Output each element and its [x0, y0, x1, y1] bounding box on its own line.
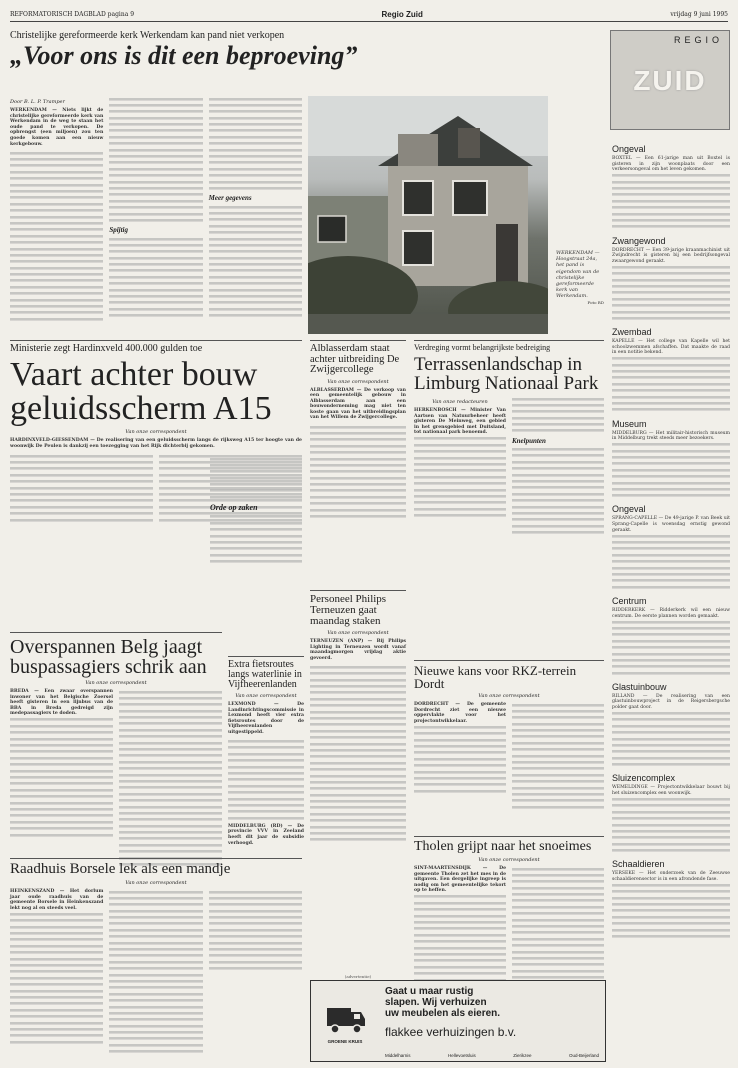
a15-headline: Vaart achter bouw geluidsscherm A15	[10, 356, 272, 427]
ad-logo-area	[311, 981, 379, 1061]
ad-line-2: slapen. Wij verhuizen	[385, 997, 487, 1008]
top-story-headline: „Voor ons is dit een beproeving”	[10, 41, 358, 70]
sidebar-brief-text: RILLAND — De realisering van een glastuinbouwproject in de Reigersbergsche polder gaat door.	[612, 693, 730, 710]
rkz-lead: DORDRECHT — De gemeente Dordrecht ziet een nieuwe oppervlakte voor het projectontwikkelaar.	[414, 702, 506, 724]
top-story-lead: WERKENDAM — Niets lijkt de christelijke gereformeerde kerk van Werkendam in de weg te staan het oude pand te verkopen. De opbrengst (een miljoen) zou ten goede komen aan een nieuw kerkgebouw.	[10, 108, 104, 147]
borsele-story	[10, 858, 302, 1055]
limburg-lead: HERKENBOSCH — Minister Van Aartsen van Natuurbeheer heeft gisteren De Meinweg, een gebied in het grensgebied met Duitsland, tot nationaal park benoemd.	[414, 408, 506, 436]
sidebar-brief-text: SPRANG-CAPELLE — De 49-jarige P. van Beek uit Sprang-Capelle is woensdag ernstig gewond geraakt.	[612, 516, 730, 533]
region-box	[610, 30, 730, 130]
house-photo	[308, 96, 548, 334]
sidebar-brief	[612, 327, 730, 413]
alblasserdam-byline: Van onze correspondent	[327, 378, 389, 385]
a15-byline: Van onze correspondent	[125, 429, 187, 435]
belg-lead: BREDA — Een zwaar overspannen inwoner van het Belgische Zoersel heeft gisteren in een lijnbus van de BBA in Breda gedreigd zijn medepassagiers te doden.	[10, 689, 113, 717]
ad-logo-text: GROENE KRUIS	[327, 1039, 363, 1044]
sidebar-brief-text: RIDDERKERK — Ridderkerk wil een nieuw centrum. De eerste plannen worden gemaakt.	[612, 607, 730, 619]
top-story-kicker: Christelijke gereformeerde kerk Werkendam kan pand niet verkopen	[10, 30, 285, 41]
photo-caption-text: WERKENDAM — Hoogstraat 24a, het pand is eigendom van de christelijke gereformeerde kerk van Werkendam.	[556, 250, 600, 300]
sidebar-brief-title: Zwangewond	[612, 235, 666, 246]
sidebar-brief-title: Glastuinbouw	[612, 681, 667, 692]
photo-caption	[556, 250, 604, 305]
sidebar-brief	[612, 144, 730, 230]
sidebar-brief	[612, 596, 730, 676]
subhead-spijtig: Spijtig	[109, 226, 129, 235]
ad-footer-2: Hellevoetsluis	[447, 1053, 476, 1058]
region-label: REGIO	[673, 35, 723, 45]
sidebar-brief	[612, 419, 730, 499]
philips-byline: Van onze correspondent	[327, 630, 389, 636]
masthead-section: Regio Zuid	[381, 10, 423, 19]
sidebar-briefs	[612, 138, 730, 1058]
masthead-date: vrijdag 9 juni 1995	[670, 11, 728, 18]
sidebar-brief-text: WEMELDINGE — Projectontwikkelaar bouwt bij het sluizencomplex een woonwijk.	[612, 785, 730, 796]
rkz-story	[414, 660, 604, 811]
ad-footer-1: Middelharnis	[385, 1053, 411, 1058]
sidebar-brief	[612, 236, 730, 322]
ad-footer-4: Oud-Beijerland	[568, 1053, 599, 1058]
subhead-meer-gegevens: Meer gegevens	[208, 194, 252, 203]
fietsroutes-story	[228, 656, 304, 846]
sidebar-brief-title: Museum	[612, 418, 647, 429]
tholen-byline: Van onze correspondent	[478, 857, 540, 863]
masthead-left: REFORMATORISCH DAGBLAD pagina 9	[10, 11, 135, 18]
a15-col3	[210, 456, 302, 565]
sidebar-brief-title: Sluizencomplex	[612, 773, 676, 784]
ad-copy	[379, 981, 605, 1061]
ad-line-3: uw meubelen als eieren.	[385, 1008, 501, 1019]
sidebar-brief-title: Centrum	[612, 595, 647, 606]
ad-label: (advertentie)	[344, 974, 372, 979]
fietsroutes-byline: Van onze correspondent	[235, 693, 297, 699]
sidebar-brief	[612, 682, 730, 768]
limburg-headline: Terrassenlandschap in Limburg Nationaal Park	[414, 354, 599, 394]
region-big: ZUID	[633, 65, 707, 96]
rkz-headline: Nieuwe kans voor RKZ-terrein Dordt	[414, 663, 577, 691]
ad-brand: flakkee verhuizingen b.v.	[385, 1025, 517, 1039]
ad-line-1: Gaat u maar rustig	[385, 986, 474, 997]
house-photo-drawing	[308, 96, 548, 334]
sidebar-brief-text: MIDDELBURG — Het militair-historisch museum in Middelburg trekt steeds meer bezoekers.	[612, 430, 730, 442]
belg-headline: Overspannen Belg jaagt buspassagiers schrik aan	[10, 636, 207, 678]
alblasserdam-story	[310, 340, 406, 520]
sidebar-brief-text: YERSEKE — Het onderzoek van de Zeeuwse schaaldierensector is in een afrondende fase.	[612, 871, 730, 882]
sidebar-brief-text: DORDRECHT — Een 39-jarige kraanmachinist uit Zwijndrecht is gisteren bij een bedrijfsongeval zwaargewond geraakt.	[612, 247, 730, 264]
sidebar-brief-title: Schaaldieren	[612, 859, 665, 870]
advertisement[interactable]	[310, 980, 606, 1062]
sidebar-brief-title: Ongeval	[612, 144, 646, 154]
rkz-byline: Van onze correspondent	[478, 693, 540, 699]
limburg-byline: Van onze redacteuren	[432, 399, 488, 405]
sidebar-brief-text: BOXTEL — Een 61-jarige man uit Boxtel is gisteren in zijn woonplaats door een verkeersongeval om het leven gekomen.	[612, 156, 730, 173]
sidebar-brief	[612, 773, 730, 853]
sidebar-brief-title: Ongeval	[612, 504, 646, 515]
limburg-subhead: Knelpunten	[512, 436, 546, 445]
fietsroutes-headline: Extra fietsroutes langs waterlinie in Vijfheerenlanden	[228, 659, 302, 690]
a15-kicker: Ministerie zegt Hardinxveld 400.000 gulden toe	[10, 343, 203, 354]
borsele-byline: Van onze correspondent	[125, 880, 187, 886]
sidebar-brief-title: Zwembad	[612, 327, 652, 337]
limburg-kicker: Verdreging vormt belangrijkste bedreiging	[414, 343, 551, 352]
masthead	[10, 8, 728, 22]
philips-headline: Personeel Philips Terneuzen gaat maandag staken	[310, 593, 387, 627]
philips-lead: TERNEUZEN (ANP) — Bij Philips Lighting in Terneuzen wordt vanaf maandagmorgen vrijdag aktie gevoerd.	[310, 639, 406, 661]
tholen-headline: Tholen grijpt naar het snoeimes	[414, 839, 592, 854]
belg-story	[10, 632, 222, 868]
sidebar-brief-text: KAPELLE — Het college van Kapelle wil het schoolzwemmen afschaffen. Dat maakte de raad in een notitie bekend.	[612, 339, 730, 356]
a15-subhead: Orde op zaken	[210, 502, 258, 512]
alblasserdam-headline: Alblasserdam staat achter uitbreiding De Zwijgercollege	[310, 343, 400, 375]
middelburg-note: MIDDELBURG (RD) — De provincie VVV in Zeeland heeft dit jaar de subsidie verhoogd.	[228, 823, 304, 846]
sidebar-brief	[612, 859, 730, 939]
borsele-headline: Raadhuis Borsele lek als een mandje	[10, 861, 231, 877]
tholen-lead: SINT-MAARTENSDIJK — De gemeente Tholen zet het mes in de uitgaven. Een dergelijke ingreep is nodig om het gemeentelijke tekort op te heffen.	[414, 866, 506, 894]
limburg-story	[414, 340, 604, 536]
moving-truck-icon	[323, 998, 367, 1036]
top-story	[10, 30, 602, 69]
a15-lead: HARDINXVELD-GIESSENDAM — De realisering van een geluidsscherm langs de rijksweg A15 ter hoogte van de woonwijk De Peulen is dankzij een toezegging van het Rijk dichterbij gekomen.	[10, 438, 302, 449]
borsele-lead: HEINKENSZAND — Het dorlum jaar oude raadhuis van de gemeente Borsele in Heinkenszand lekt nog al en steeds veel.	[10, 889, 104, 911]
philips-story	[310, 590, 406, 843]
photo-credit: Foto RD	[587, 299, 604, 305]
belg-byline: Van onze correspondent	[85, 680, 147, 686]
sidebar-brief	[612, 504, 730, 590]
ad-footer	[385, 1053, 599, 1058]
ad-footer-3: Zierikzee	[513, 1053, 532, 1058]
top-story-byline: Door B. L. P. Tramper	[10, 99, 65, 105]
alblasserdam-lead: ALBLASSERDAM — De verkoop van een gemeentelijk gebouw in Alblasserdam aan een bouwonderneming mag niet ten koste gaan van het uitbreidingsplan van het Willem de Zwijgercollege.	[310, 387, 406, 421]
top-story-body	[10, 96, 302, 326]
fietsroutes-lead: LEXMOND — De Landinrichtingscommissie in Lexmond heeft vier extra fietsroutes door de Vijfheerenlanden uitgestippeld.	[228, 702, 304, 735]
